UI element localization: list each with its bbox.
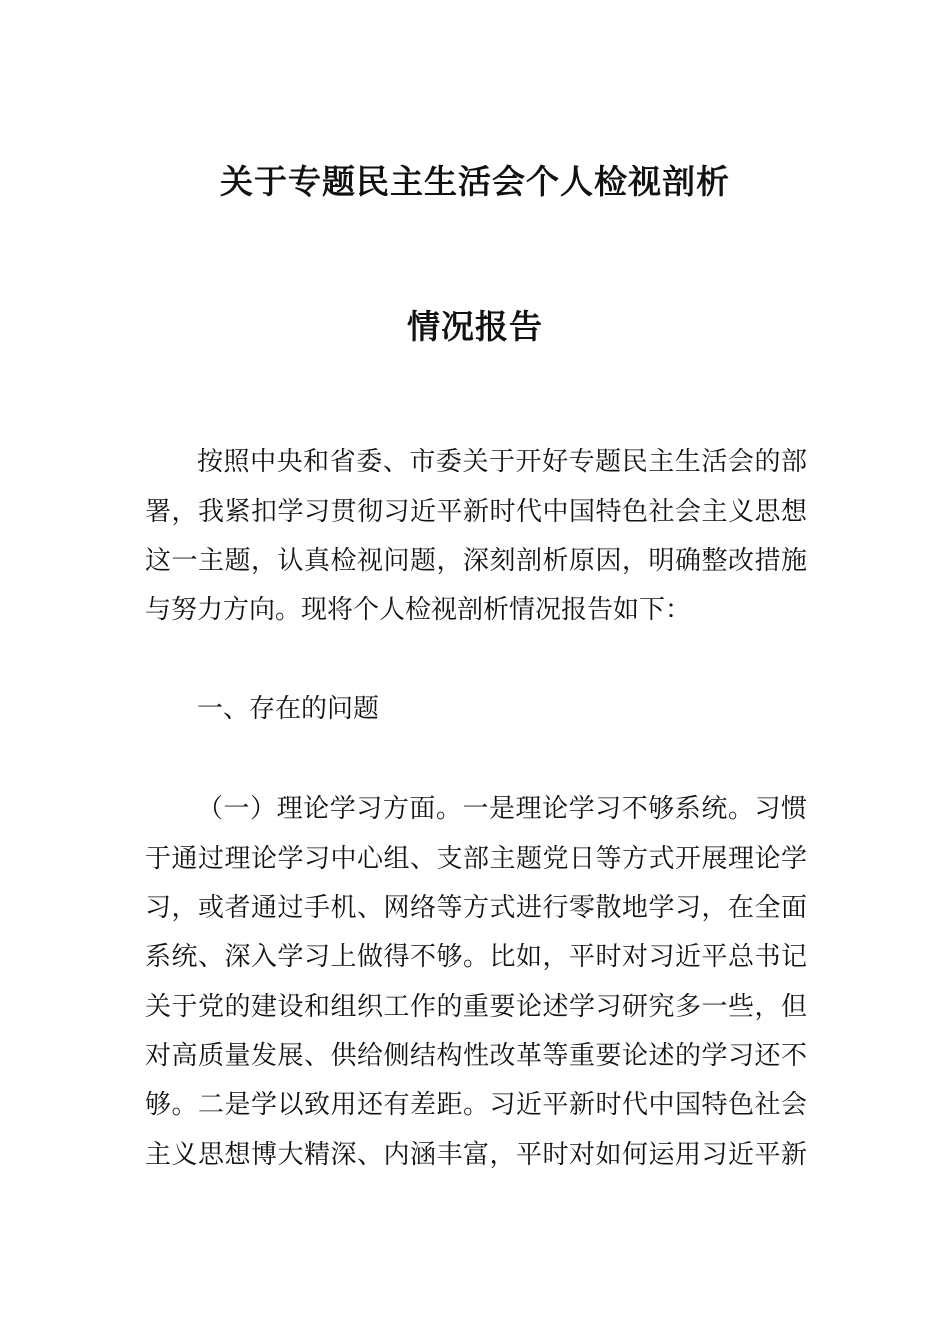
intro-paragraph-line: 与努力方向。现将个人检视剖析情况报告如下：: [145, 595, 692, 625]
section-heading: 一、存在的问题: [197, 694, 380, 724]
intro-paragraph-line: 这一主题，认真检视问题，深刻剖析原因，明确整改措施: [145, 546, 807, 576]
intro-paragraph-line: 按照中央和省委、市委关于开好专题民主生活会的部: [197, 447, 807, 477]
section-paragraph-line: 关于党的建设和组织工作的重要论述学习研究多一些，但: [145, 992, 807, 1022]
document-title-line-1: 关于专题民主生活会个人检视剖析: [220, 162, 730, 201]
section-paragraph-line: 系统、深入学习上做得不够。比如，平时对习近平总书记: [145, 942, 807, 972]
intro-paragraph-line: 署，我紧扣学习贯彻习近平新时代中国特色社会主义思想: [145, 497, 807, 527]
section-paragraph-line: 够。二是学以致用还有差距。习近平新时代中国特色社会: [145, 1090, 807, 1120]
section-paragraph-line: 主义思想博大精深、内涵丰富，平时对如何运用习近平新: [145, 1140, 807, 1170]
section-paragraph-line: 对高质量发展、供给侧结构性改革等重要论述的学习还不: [145, 1041, 807, 1071]
section-paragraph-line: 于通过理论学习中心组、支部主题党日等方式开展理论学: [145, 844, 807, 874]
section-paragraph-line: 习，或者通过手机、网络等方式进行零散地学习，在全面: [145, 893, 807, 923]
document-title-line-2: 情况报告: [407, 307, 543, 346]
section-paragraph-line: （一）理论学习方面。一是理论学习不够系统。习惯: [197, 794, 807, 824]
